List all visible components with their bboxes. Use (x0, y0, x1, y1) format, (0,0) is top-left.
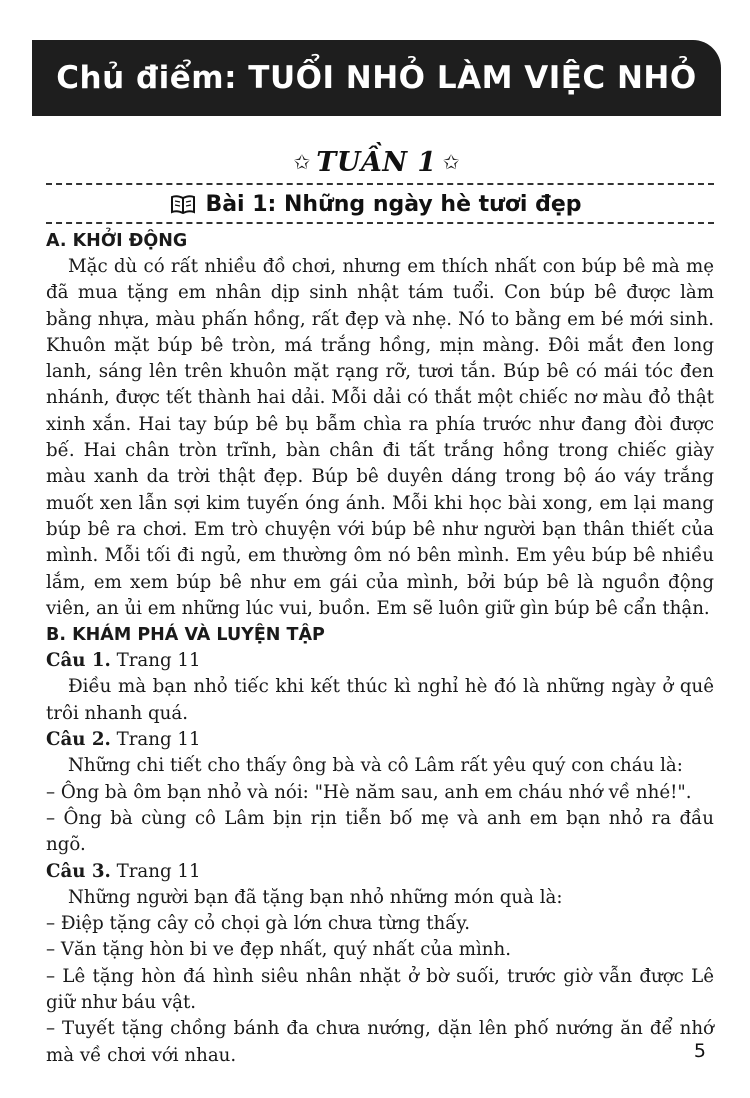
question-answer: Điều mà bạn nhỏ tiếc khi kết thúc kì nghỉ hè đó là những ngày ở quê trôi nhanh quá. (46, 676, 714, 724)
answer-item: – Ông bà ôm bạn nhỏ và nói: "Hè năm sau, anh em cháu nhớ về nhé!". (46, 781, 692, 803)
lesson-header (32, 186, 721, 222)
question-2 (46, 727, 714, 753)
question-label: Câu 2. (46, 729, 111, 751)
theme-title: Chủ điểm: TUỔI NHỎ LÀM VIỆC NHỎ (56, 60, 697, 96)
page-number: 5 (693, 1040, 706, 1062)
divider-bottom (46, 222, 714, 224)
question-ref: Trang 11 (116, 729, 201, 751)
lesson-title: Bài 1: Những ngày hè tươi đẹp (205, 191, 582, 217)
section-b-heading: B. KHÁM PHÁ VÀ LUYỆN TẬP (46, 625, 325, 646)
answer-item: – Điệp tặng cây cỏ chọi gà lớn chưa từng thấy. (46, 913, 471, 935)
question-label: Câu 3. (46, 860, 111, 882)
question-answer: Những chi tiết cho thấy ông bà và cô Lâm rất yêu quý con cháu là: (68, 755, 683, 777)
question-ref: Trang 11 (116, 650, 201, 672)
answer-item: – Lê tặng hòn đá hình siêu nhân nhặt ở bờ suối, trước giờ vẫn được Lê giữ như báu vật. (46, 965, 714, 1014)
section-a-paragraph: Mặc dù có rất nhiều đồ chơi, nhưng em thích nhất con búp bê mà mẹ đã mua tặng em nhân dịp sinh nhật tám tuổi. Con búp bê được làm bằng nhựa, màu phấn hồng, rất đẹp và nhẹ. Nó to bằng em bé mới sinh. Khuôn mặt búp bê tròn, má trắng hồng, mịn màng. Đôi mắt đen long lanh, sáng lên trên khuôn mặt rạng rỡ, tươi tắn. Búp bê có mái tóc đen nhánh, được tết thành hai dải. Mỗi dải có thắt một chiếc nơ màu đỏ thật xinh xắn. Hai tay búp bê bụ bẫm chìa ra phía trước như đang đòi được bế. Hai chân tròn trĩnh, bàn chân đi tất trắng hồng trong chiếc giày màu xanh da trời thật đẹp. Búp bê duyên dáng trong bộ áo váy trắng muốt xen lẫn sợi kim tuyến óng ánh. Mỗi khi học bài xong, em lại mang búp bê ra chơi. Em trò chuyện với búp bê như người bạn thân thiết của mình. Mỗi tối đi ngủ, em thường ôm nó bên mình. Em yêu búp bê nhiều lắm, em xem búp bê như em gái của mình, bởi búp bê là nguồn động viên, an ủi em những lúc vui, buồn. Em sẽ luôn giữ gìn búp bê cẩn thận. (46, 256, 714, 619)
answer-item: – Văn tặng hòn bi ve đẹp nhất, quý nhất của mình. (46, 939, 511, 961)
star-left-icon: ✩ (293, 150, 311, 174)
question-1 (46, 648, 714, 674)
divider-top (46, 183, 714, 185)
week-header (32, 142, 721, 182)
week-title: TUẦN 1 (316, 146, 437, 178)
theme-banner (32, 40, 721, 116)
lesson-content (46, 228, 714, 1069)
question-answer: Những người bạn đã tặng bạn nhỏ những món quà là: (68, 886, 563, 908)
star-right-icon: ✩ (442, 150, 460, 174)
answer-item: – Ông bà cùng cô Lâm bịn rịn tiễn bố mẹ và anh em bạn nhỏ ra đầu ngõ. (46, 807, 714, 856)
answer-item: – Tuyết tặng chồng bánh đa chưa nướng, dặn lên phố nướng ăn để nhớ mà về chơi với nhau. (46, 1018, 714, 1066)
question-label: Câu 1. (46, 650, 111, 672)
section-a-heading: A. KHỞI ĐỘNG (46, 231, 188, 251)
question-3 (46, 859, 714, 885)
open-book-icon (171, 194, 195, 214)
question-ref: Trang 11 (116, 860, 201, 882)
